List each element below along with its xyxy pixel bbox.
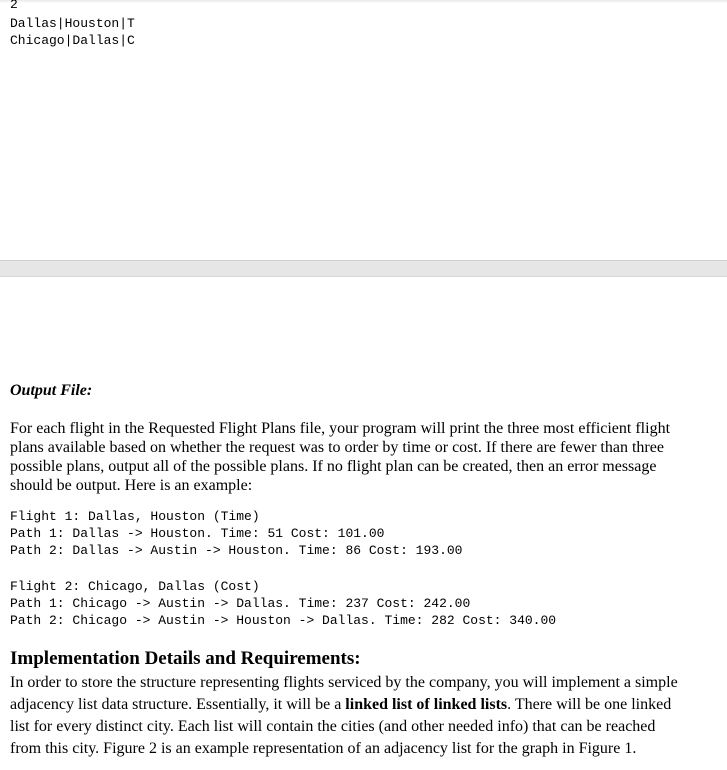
input-file-line-2: Chicago|Dallas|C bbox=[10, 33, 135, 48]
implementation-paragraph bbox=[10, 672, 715, 760]
paragraph-line: from this city. Figure 2 is an example representation of an adjacency list for the graph in Figure 1. bbox=[10, 740, 637, 757]
text-run: adjacency list data structure. Essentially, it will be a bbox=[10, 696, 346, 713]
paragraph-line: In order to store the structure representing flights serviced by the company, you will implement a simple bbox=[10, 674, 678, 691]
paragraph-line: plans available based on whether the request was to order by time or cost. If there are fewer than three bbox=[10, 439, 664, 456]
paragraph-line: should be output. Here is an example: bbox=[10, 477, 253, 494]
example-line: Flight 1: Dallas, Houston (Time) bbox=[10, 509, 260, 524]
example-line: Flight 2: Chicago, Dallas (Cost) bbox=[10, 579, 260, 594]
paragraph-line bbox=[10, 694, 715, 716]
output-file-paragraph bbox=[10, 419, 710, 495]
example-line: Path 1: Chicago -> Austin -> Dallas. Time: 237 Cost: 242.00 bbox=[10, 596, 471, 611]
previous-page bbox=[0, 0, 727, 260]
page-break bbox=[0, 260, 727, 277]
paragraph-line: possible plans, output all of the possible plans. If no flight plan can be created, then an error message bbox=[10, 458, 657, 475]
example-line: Path 2: Chicago -> Austin -> Houston -> Dallas. Time: 282 Cost: 340.00 bbox=[10, 613, 557, 628]
paragraph-line: For each flight in the Requested Flight Plans file, your program will print the three most efficient flight bbox=[10, 420, 671, 437]
text-run: . There will be one linked bbox=[507, 696, 672, 713]
implementation-heading: Implementation Details and Requirements: bbox=[10, 648, 361, 669]
page-top-edge bbox=[0, 0, 727, 3]
example-line: Path 1: Dallas -> Houston. Time: 51 Cost: 101.00 bbox=[10, 526, 385, 541]
output-file-heading: Output File: bbox=[10, 382, 93, 399]
input-file-line-count: 2 bbox=[10, 0, 18, 12]
input-file-line-1: Dallas|Houston|T bbox=[10, 16, 135, 31]
example-line: Path 2: Dallas -> Austin -> Houston. Time: 86 Cost: 193.00 bbox=[10, 543, 463, 558]
bold-term: linked list of linked lists bbox=[345, 696, 508, 713]
paragraph-line: list for every distinct city. Each list will contain the cities (and other needed info) that can be reached bbox=[10, 718, 656, 735]
